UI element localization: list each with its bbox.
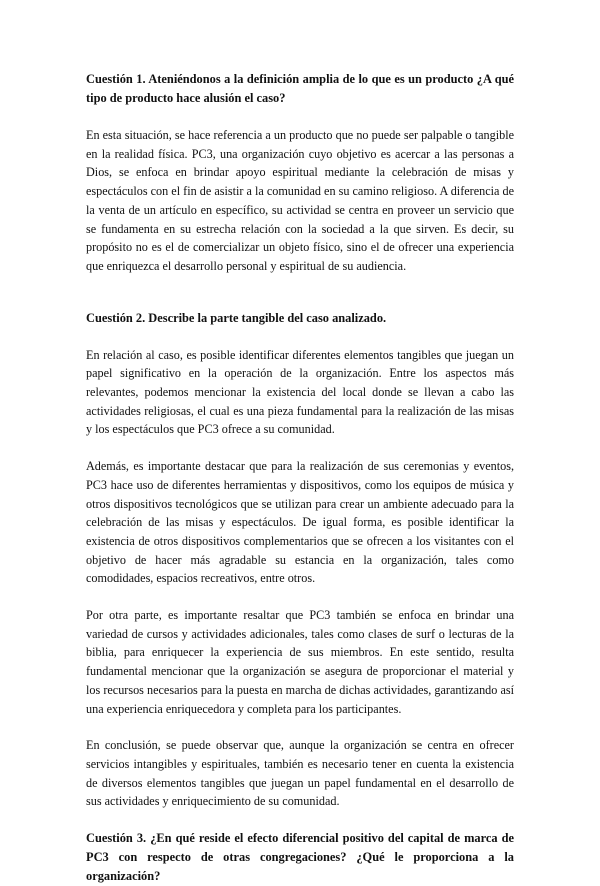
question-2-paragraph-2: Además, es importante destacar que para la realización de sus ceremonias y eventos, PC3 hace uso de diferentes herramientas y dispositivos, como los equipos de música y otros dispositivos tecnológicos que se utilizan para crear un ambiente adecuado para la celebración de las misas y espectáculos. De igual forma, es posible identificar la existencia de otros dispositivos complementarios que se ofrecen a los visitantes con el objetivo de hacer más agradable su estancia en la organización, tales como comodidades, espacios recreativos, entre otros. xyxy=(86,459,514,586)
question-2-paragraph-1: En relación al caso, es posible identificar diferentes elementos tangibles que juegan un papel significativo en la operación de la organización. Entre los aspectos más relevantes, podemos mencionar la existencia del local donde se llevan a cabo las actividades religiosas, el cual es una pieza fundamental para la realización de las misas y los espectáculos que PC3 ofrece a su comunidad. xyxy=(86,347,514,437)
question-1-answer: En esta situación, se hace referencia a un producto que no puede ser palpable o tangible en la realidad física. PC3, una organización cuyo objetivo es acercar a las personas a Dios, se enfoca en brindar apoyo espiritual mediante la celebración de misas y espectáculos con el fin de asistir a la comunidad en su camino religioso. A diferencia de la venta de un artículo en específico, su actividad se centra en proveer un servicio que se fundamenta en su estrecha relación con la sociedad a la que sirven. Es decir, su propósito no es el de comercializar un objeto físico, sino el de ofrecer una experiencia que enriquezca el desarrollo personal y espiritual de su audiencia. xyxy=(86,128,514,273)
question-3-heading: Cuestión 3. ¿En qué reside el efecto diferencial positivo del capital de marca de PC3 con respecto de otras congregaciones? ¿Qué le proporciona a la organización? xyxy=(86,831,514,884)
question-2-paragraph-4: En conclusión, se puede observar que, aunque la organización se centra en ofrecer servicios intangibles y espirituales, también es necesario tener en cuenta la existencia de diversos elementos tangibles que juegan un papel fundamental en el desarrollo de sus actividades y enriquecimiento de su comunidad. xyxy=(86,738,514,809)
question-1-heading: Cuestión 1. Ateniéndonos a la definición amplia de lo que es un producto ¿A qué tipo de producto hace alusión el caso? xyxy=(86,72,514,105)
question-2-heading: Cuestión 2. Describe la parte tangible del caso analizado. xyxy=(86,310,387,325)
question-2-paragraph-3: Por otra parte, es importante resaltar que PC3 también se enfoca en brindar una variedad de cursos y actividades adicionales, tales como clases de surf o lecturas de la biblia, para enriquecer la experiencia de sus miembros. En este sentido, resulta fundamental mencionar que la organización se asegura de proporcionar el material y los recursos necesarios para la puesta en marcha de dichas actividades, garantizando así una experiencia enriquecedora y completa para los participantes. xyxy=(86,608,514,716)
